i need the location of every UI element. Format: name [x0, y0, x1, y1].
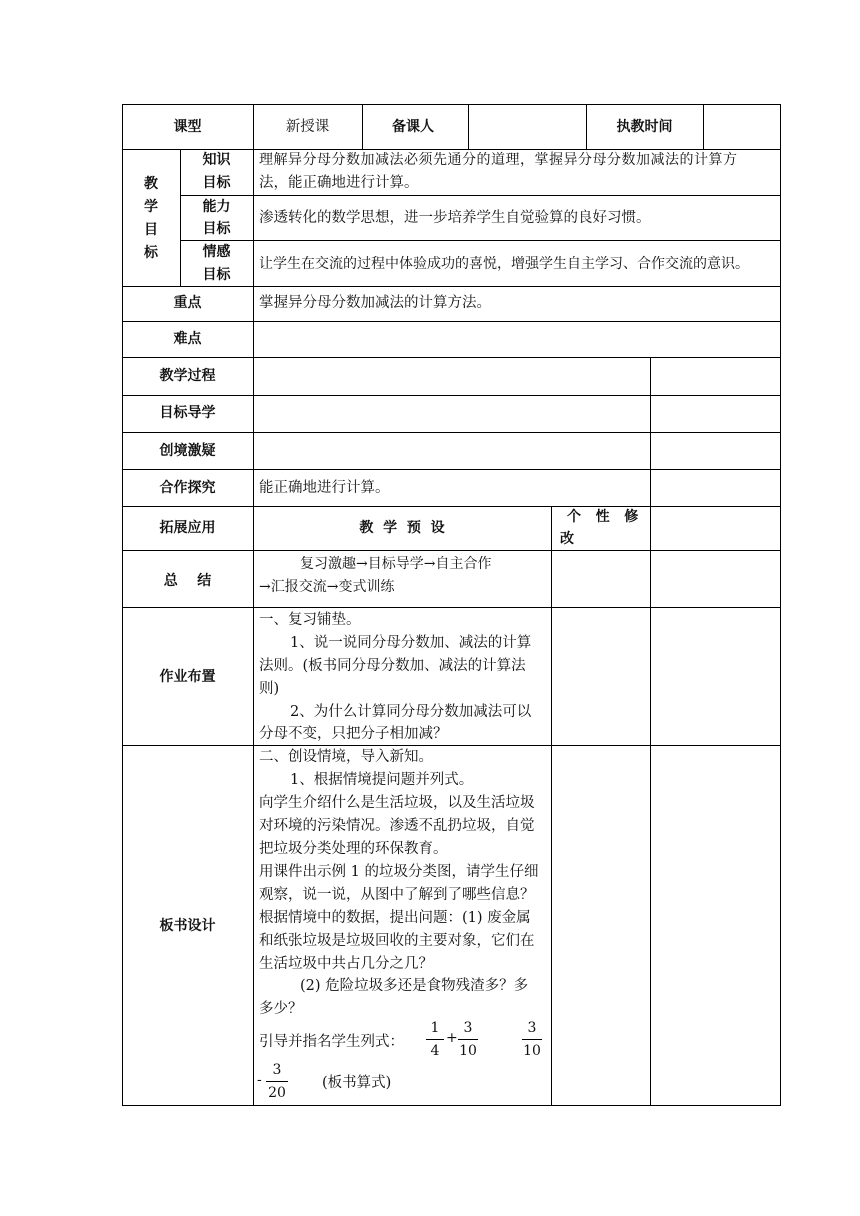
review-line: 则) — [259, 681, 280, 697]
scene-line: 向学生介绍什么是生活垃圾，以及生活垃圾 — [259, 795, 535, 811]
flow-step: 自主合作 — [435, 556, 492, 572]
scene-line: 和纸张垃圾是垃圾回收的主要对象，它们在 — [259, 933, 535, 949]
key-point-text: 掌握异分母分数加减法的计算方法。 — [259, 295, 491, 311]
table-border — [122, 469, 780, 470]
objectives-group-label: 教 — [144, 176, 158, 192]
teach-time-label: 执教时间 — [616, 119, 673, 135]
scene-line: 观察，说一说，从图中了解到了哪些信息？ — [259, 887, 535, 903]
table-border — [180, 240, 780, 241]
arrow-icon: → — [326, 579, 339, 595]
knowledge-goal-label: 知识 — [202, 152, 231, 168]
fraction-numerator: 3 — [527, 1020, 537, 1036]
objectives-group-label: 标 — [144, 245, 158, 261]
fraction — [456, 1018, 480, 1061]
objectives-group-label: 目 — [144, 222, 158, 238]
fraction — [520, 1018, 544, 1061]
explore-label: 合作探究 — [159, 480, 216, 496]
table-border — [253, 104, 254, 1106]
table-border — [180, 195, 780, 196]
table-border — [122, 745, 780, 746]
summary-label: 总 结 — [163, 573, 212, 589]
review-line: 分母不变，只把分子相加减？ — [259, 726, 448, 742]
emotion-goal-text: 让学生在交流的过程中体验成功的喜悦，增强学生自主学习、合作交流的意识。 — [259, 256, 749, 272]
homework-label: 作业布置 — [159, 669, 216, 685]
table-border — [780, 104, 781, 1106]
table-border — [122, 104, 780, 105]
scene-line: 把垃圾分类处理的环保教育。 — [259, 841, 448, 857]
flow-step: 目标导学 — [367, 556, 424, 572]
scene-line: (2) 危险垃圾多还是食物残渣多？多 — [300, 978, 529, 994]
fraction-numerator: 3 — [463, 1020, 473, 1036]
scene-line: 根据情境中的数据，提出问题：(1) 废金属 — [259, 910, 531, 926]
table-border — [122, 1105, 780, 1106]
table-border — [122, 550, 780, 551]
emotion-goal-label: 情感 — [202, 244, 231, 260]
knowledge-goal-text: 理解异分母分数加减法必须先通分的道理，掌握异分母分数加减法的计算方 — [259, 152, 738, 168]
fraction-numerator: 3 — [272, 1062, 282, 1078]
emotion-goal-label: 目标 — [202, 267, 231, 283]
arrow-icon: → — [423, 556, 436, 572]
arrow-icon: → — [259, 579, 271, 595]
table-border — [122, 357, 780, 358]
table-border — [122, 286, 780, 287]
review-line: 1、说一说同分母分数加、减法的计算 — [290, 635, 532, 651]
scene-line: 对环境的污染情况。渗透不乱扔垃圾，自觉 — [259, 818, 535, 834]
flow-step: 汇报交流 — [270, 579, 327, 595]
arrow-icon: → — [356, 556, 368, 572]
fraction — [424, 1018, 446, 1061]
table-border — [122, 607, 780, 608]
minus-sign: - — [257, 1072, 262, 1088]
ability-goal-label: 能力 — [202, 199, 231, 215]
table-border — [468, 104, 469, 149]
knowledge-goal-text: 法，能正确地进行计算。 — [259, 175, 419, 191]
table-border — [362, 104, 363, 149]
board-design-label: 板书设计 — [159, 918, 216, 934]
fraction-bar — [266, 1081, 288, 1082]
scene-line: 生活垃圾中共占几分之几？ — [259, 956, 433, 972]
ability-goal-text: 渗透转化的数学思想，进一步培养学生自觉验算的良好习惯。 — [259, 210, 651, 226]
goal-guide-label: 目标导学 — [159, 405, 216, 421]
table-border — [650, 550, 651, 1106]
table-border — [650, 357, 651, 550]
lesson-type-label: 课型 — [173, 119, 202, 135]
fraction-denominator: 10 — [523, 1043, 541, 1059]
knowledge-goal-label: 目标 — [202, 175, 231, 191]
fraction-denominator: 10 — [459, 1043, 477, 1059]
review-line: 2、为什么计算同分母分数加减法可以 — [290, 704, 532, 720]
preset-header: 教 学 预 设 — [359, 520, 445, 536]
table-border — [122, 506, 780, 507]
ability-goal-label: 目标 — [202, 221, 231, 237]
fraction-bar — [426, 1039, 444, 1040]
flow-line-2 — [259, 576, 394, 598]
scenario-label: 创境激疑 — [159, 443, 216, 459]
table-border — [122, 395, 780, 396]
scene-line: 1、根据情境提问题并列式。 — [290, 772, 474, 788]
review-line: 法则。(板书同分母分数加、减法的计算法 — [259, 658, 526, 674]
table-border — [122, 432, 780, 433]
fraction-denominator: 4 — [430, 1043, 440, 1059]
flow-step: 变式训练 — [338, 579, 395, 595]
explore-text: 能正确地进行计算。 — [259, 480, 390, 496]
scene-title: 二、创设情境，导入新知。 — [259, 749, 433, 765]
revision-header: 个 性 修 — [567, 509, 639, 525]
scene-line: 用课件出示例 1 的垃圾分类图，请学生仔细 — [259, 864, 539, 880]
difficulty-label: 难点 — [173, 331, 202, 347]
formula-intro: 引导并指名学生列式： — [259, 1034, 404, 1050]
lesson-type-value: 新授课 — [285, 119, 330, 135]
extend-label: 拓展应用 — [159, 520, 216, 536]
board-note: (板书算式) — [322, 1075, 392, 1091]
fraction-numerator: 1 — [430, 1020, 440, 1036]
key-point-label: 重点 — [173, 295, 202, 311]
fraction-bar — [522, 1039, 542, 1040]
fraction-bar — [458, 1039, 478, 1040]
flow-step: 复习激趣 — [300, 556, 356, 572]
review-title: 一、复习铺垫。 — [259, 612, 361, 628]
scene-line: 多少？ — [259, 1001, 303, 1017]
objectives-group-label: 学 — [144, 199, 158, 215]
process-label: 教学过程 — [159, 368, 216, 384]
fraction-denominator: 20 — [268, 1085, 286, 1101]
table-border — [703, 104, 704, 149]
preparer-label: 备课人 — [392, 119, 434, 135]
revision-header: 改 — [560, 531, 574, 547]
fraction — [264, 1060, 290, 1103]
flow-line-1 — [300, 553, 491, 575]
table-border — [551, 506, 552, 1106]
plus-sign: + — [446, 1030, 458, 1046]
table-border — [122, 321, 780, 322]
